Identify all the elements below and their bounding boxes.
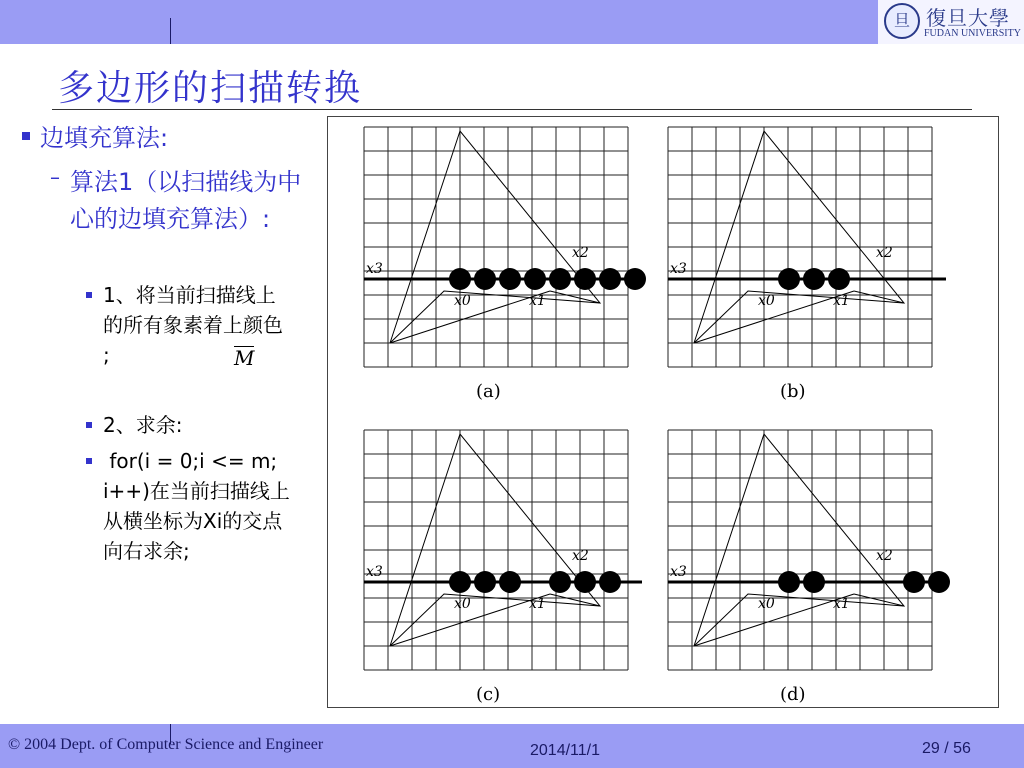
header-band (0, 0, 1024, 44)
filled-pixel (828, 268, 850, 290)
bullet-text-3: for(i = 0;i <= m; i++)在当前扫描线上从横坐标为Xi的交点向右求余; (103, 449, 290, 563)
panel-caption: (a) (476, 381, 501, 402)
footer-date: 2014/11/1 (530, 742, 600, 759)
polygon-edge (694, 434, 904, 646)
m-bar-symbol: M (234, 346, 255, 370)
page-number: 29 / 56 (922, 740, 971, 757)
polygon-edge (390, 131, 600, 343)
filled-pixel (778, 571, 800, 593)
filled-pixel (903, 571, 925, 593)
bullet-square-icon (22, 132, 30, 140)
x1-label: x1 (833, 293, 850, 309)
filled-pixel (803, 268, 825, 290)
logo-english-name: FUDAN UNIVERSITY (924, 28, 1021, 39)
header-divider (170, 18, 171, 44)
filled-pixel (778, 268, 800, 290)
filled-pixel (624, 268, 646, 290)
x0-label: x0 (758, 293, 775, 309)
filled-pixel (474, 268, 496, 290)
filled-pixel (549, 268, 571, 290)
filled-pixel (928, 571, 950, 593)
panel-caption: (d) (780, 684, 806, 705)
filled-pixel (803, 571, 825, 593)
x2-label: x2 (876, 548, 893, 564)
slide-title: 多边形的扫描转换 (58, 68, 363, 109)
polygon-edge (694, 131, 904, 343)
x0-label: x0 (758, 596, 775, 612)
filled-pixel (574, 268, 596, 290)
filled-pixel (524, 268, 546, 290)
x3-label: x3 (366, 564, 383, 580)
scanline-grid-diagram (328, 117, 998, 707)
bullet-text-2: 2、求余: (103, 413, 183, 437)
panel-caption: (b) (780, 381, 806, 402)
x1-label: x1 (529, 596, 546, 612)
scanline-figure (327, 116, 999, 708)
filled-pixel (499, 268, 521, 290)
dash-bullet: – (50, 165, 60, 189)
filled-pixel (549, 571, 571, 593)
x1-label: x1 (833, 596, 850, 612)
level1-text: 边填充算法: (40, 124, 169, 152)
polygon-edge (390, 434, 600, 646)
x3-label: x3 (670, 564, 687, 580)
x2-label: x2 (572, 245, 589, 261)
x2-label: x2 (876, 245, 893, 261)
x3-label: x3 (366, 261, 383, 277)
footer-copyright: © 2004 Dept. of Computer Science and Engineer (8, 736, 324, 753)
filled-pixel (599, 268, 621, 290)
filled-pixel (599, 571, 621, 593)
filled-pixel (499, 571, 521, 593)
filled-pixel (474, 571, 496, 593)
bullet-square-icon (86, 422, 92, 428)
logo-chinese-name: 復旦大學 (926, 6, 1010, 30)
logo-seal-icon: 旦 (884, 3, 920, 39)
title-divider (52, 109, 972, 110)
bullet-square-icon (86, 292, 92, 298)
x3-label: x3 (670, 261, 687, 277)
filled-pixel (449, 268, 471, 290)
x1-label: x1 (529, 293, 546, 309)
bullet-square-icon (86, 458, 92, 464)
panel-caption: (c) (476, 684, 501, 705)
x0-label: x0 (454, 596, 471, 612)
filled-pixel (449, 571, 471, 593)
level2-text: 算法1（以扫描线为中心的边填充算法）: (70, 168, 302, 233)
x0-label: x0 (454, 293, 471, 309)
filled-pixel (574, 571, 596, 593)
x2-label: x2 (572, 548, 589, 564)
bullet-text-1: 1、将当前扫描线上的所有象素着上颜色 ; (103, 283, 322, 367)
